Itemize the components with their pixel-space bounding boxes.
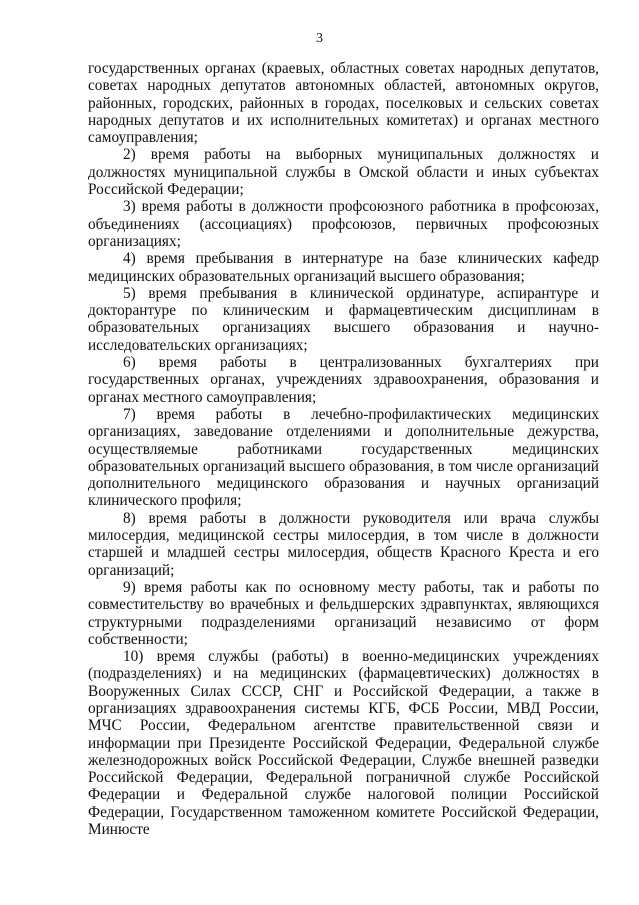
paragraph-item-4: 4) время пребывания в интернатуре на базе клинических кафедр медицинских образовательных организаций высшего образования;: [88, 250, 599, 285]
body-text: [88, 60, 599, 838]
paragraph-item-3: 3) время работы в должности профсоюзного работника в профсоюзах, объединениях (ассоциациях) профсоюзов, первичных профсоюзных организациях;: [88, 198, 599, 250]
paragraph-item-9: 9) время работы как по основному месту работы, так и работы по совместительству во врачебных и фельдшерских здравпунктах, являющихся структурными подразделениями организаций независимо от форм собственности;: [88, 578, 599, 648]
paragraph-continuation: государственных органах (краевых, областных советах народных депутатов, советах народных депутатов автономных областей, автономных округов, районных, городских, районных в городах, поселковых и сельских советах народных депутатов и их исполнительных комитетах) и органах местного самоуправления;: [88, 60, 599, 147]
paragraph-item-6: 6) время работы в централизованных бухгалтериях при государственных органах, учреждениях здравоохранения, образования и органах местного самоуправления;: [88, 354, 599, 406]
paragraph-item-8: 8) время работы в должности руководителя или врача службы милосердия, медицинской сестры милосердия, в том числе в должности старшей и младшей сестры милосердия, обществ Красного Креста и его организаций;: [88, 509, 599, 579]
page-number: 3: [316, 31, 323, 46]
paragraph-item-5: 5) время пребывания в клинической ординатуре, аспирантуре и докторантуре по клиническим и фармацевтическим дисциплинам в образовательных организациях высшего образования и научно-исследовательских организациях;: [88, 284, 599, 354]
paragraph-item-7: 7) время работы в лечебно-профилактических медицинских организациях, заведование отделениями и дополнительные дежурства, осуществляемые работниками государственных медицинских образовательных организаций высшего образования, в том числе организаций дополнительного медицинского образования и научных организаций клинического профиля;: [88, 405, 599, 510]
paragraph-item-2: 2) время работы на выборных муниципальных должностях и должностях муниципальной службы в Омской области и иных субъектах Российской Федерации;: [88, 146, 599, 199]
paragraph-item-10: 10) время службы (работы) в военно-медицинских учреждениях (подразделениях) и на медицинских (фармацевтических) должностях в Вооруженных Силах СССР, СНГ и Российской Федерации, а также в организациях здравоохранения системы КГБ, ФСБ России, МВД России, МЧС России, Федеральном агентстве правительственной связи и информации при Президенте Российской Федерации, Федеральной службе железнодорожных войск Российской Федерации, Службе внешней разведки Российской Федерации, Федеральной пограничной службе Российской Федерации и Федеральной службе налоговой полиции Российской Федерации, Государственном таможенном комитете Российской Федерации, Минюсте: [88, 648, 599, 839]
